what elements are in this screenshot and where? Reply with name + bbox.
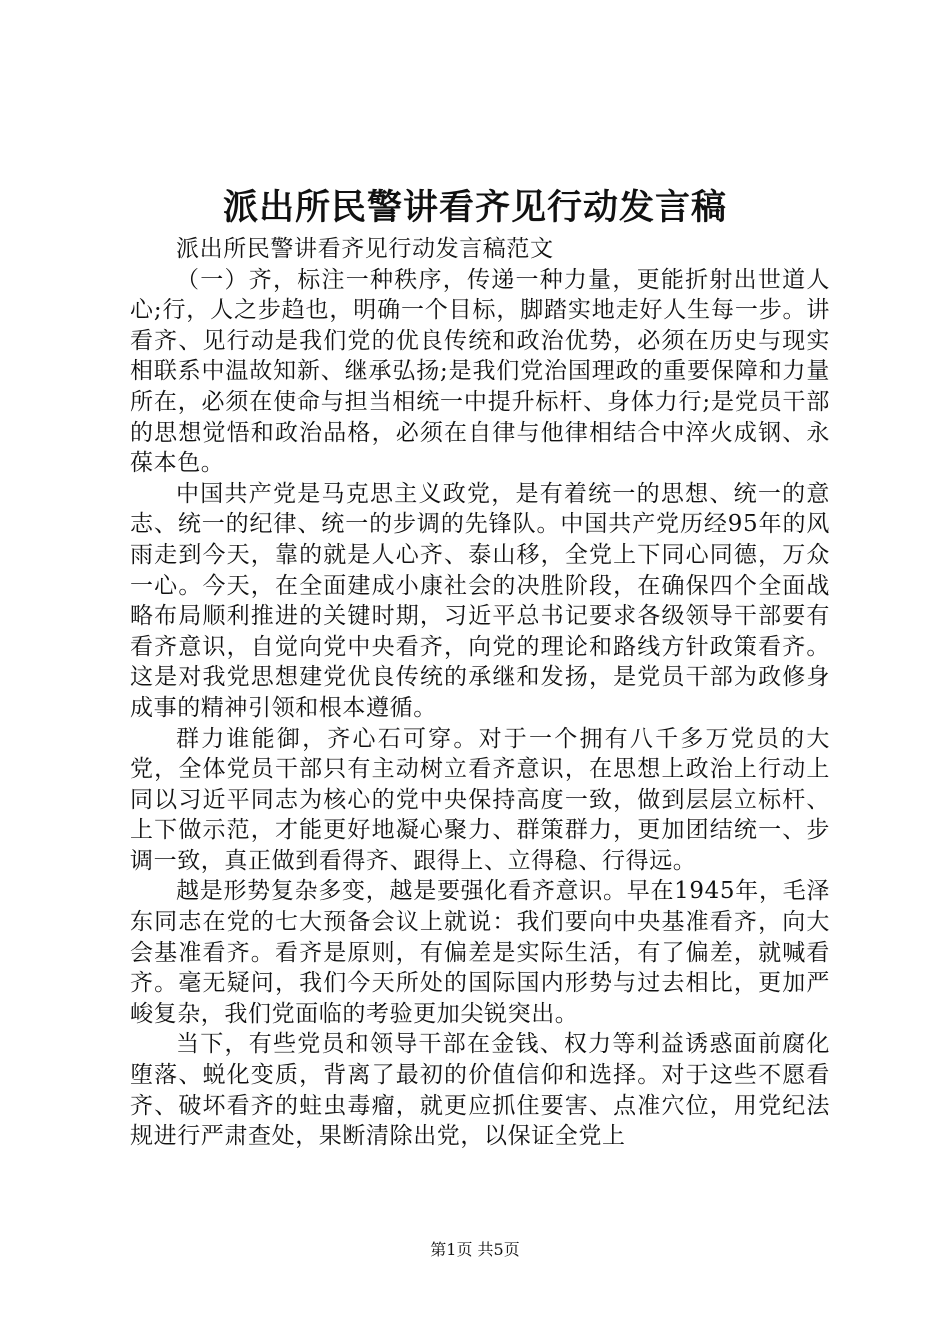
paragraph-4: 越是形势复杂多变，越是要强化看齐意识。早在1945年，毛泽东同志在党的七大预备会议上就说：我们要向中央基准看齐，向大会基准看齐。看齐是原则，有偏差是实际生活，有了偏差，就喊看齐。毫无疑问，我们今天所处的国际国内形势与过去相比，更加严峻复杂，我们党面临的考验更加尖锐突出。: [130, 878, 830, 1027]
page-footer: 第1页 共5页: [430, 1240, 520, 1259]
document-body: [130, 234, 830, 1152]
paragraph-1: （一）齐，标注一种秩序，传递一种力量，更能折射出世道人心;行，人之步趋也，明确一个目标，脚踏实地走好人生每一步。讲看齐、见行动是我们党的优良传统和政治优势，必须在历史与现实相联系中温故知新、继承弘扬;是我们党治国理政的重要保障和力量所在，必须在使命与担当相统一中提升标杆、身体力行;是党员干部的思想觉悟和政治品格，必须在自律与他律相结合中淬火成钢、永葆本色。: [130, 266, 830, 477]
document-title: 派出所民警讲看齐见行动发言稿: [222, 187, 727, 228]
paragraph-5: 当下，有些党员和领导干部在金钱、权力等利益诱惑面前腐化堕落、蜕化变质，背离了最初的价值信仰和选择。对于这些不愿看齐、破坏看齐的蛀虫毒瘤，就更应抓住要害、点准穴位，用党纪法规进行严肃查处，果断清除出党，以保证全党上: [130, 1031, 830, 1150]
paragraph-3: 群力谁能御，齐心石可穿。对于一个拥有八千多万党员的大党，全体党员干部只有主动树立看齐意识，在思想上政治上行动上同以习近平同志为核心的党中央保持高度一致，做到层层立标杆、上下做示范，才能更好地凝心聚力、群策群力，更加团结统一、步调一致，真正做到看得齐、跟得上、立得稳、行得远。: [130, 725, 830, 874]
document-subtitle: 派出所民警讲看齐见行动发言稿范文: [176, 236, 554, 262]
paragraph-2: 中国共产党是马克思主义政党，是有着统一的思想、统一的意志、统一的纪律、统一的步调的先锋队。中国共产党历经95年的风雨走到今天，靠的就是人心齐、泰山移，全党上下同心同德，万众一心。今天，在全面建成小康社会的决胜阶段，在确保四个全面战略布局顺利推进的关键时期，习近平总书记要求各级领导干部要有看齐意识，自觉向党中央看齐，向党的理论和路线方针政策看齐。这是对我党思想建党优良传统的承继和发扬，是党员干部为政修身成事的精神引领和根本遵循。: [130, 480, 830, 721]
